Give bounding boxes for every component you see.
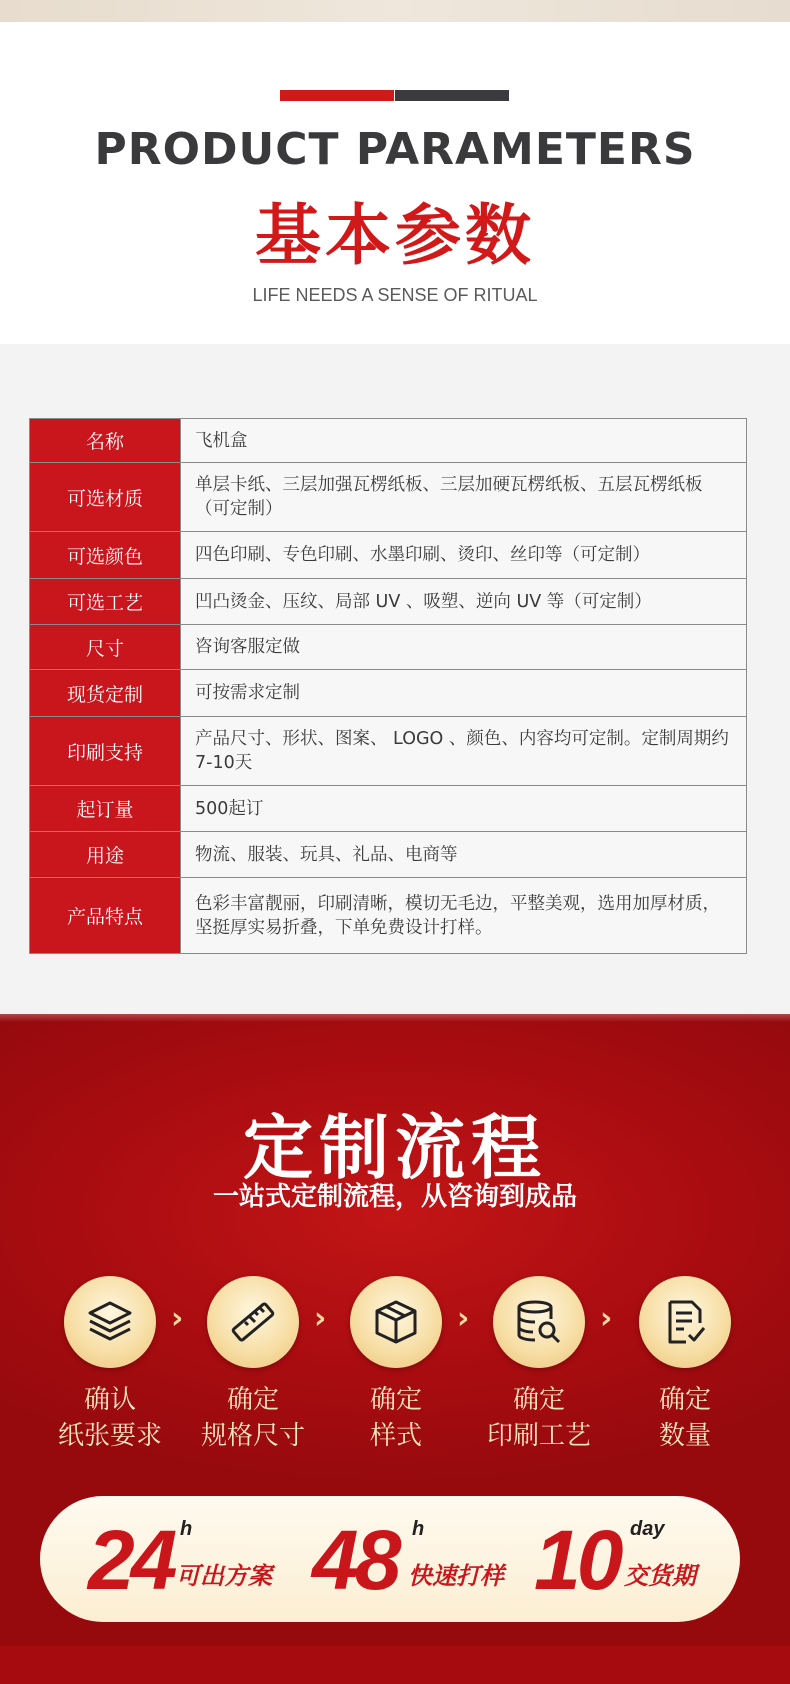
flow-step <box>326 1276 466 1454</box>
document-check-icon <box>639 1276 731 1368</box>
stats-pill <box>40 1496 740 1622</box>
table-row <box>30 717 747 786</box>
english-title: PRODUCT PARAMETERS <box>94 124 696 175</box>
box-icon <box>350 1276 442 1368</box>
stat-unit: day <box>630 1518 665 1540</box>
param-value: 产品尺寸、形状、图案、 LOGO 、颜色、内容均可定制。定制周期约7-10天 <box>181 717 747 786</box>
step-label-line1: 确定 <box>512 1385 565 1415</box>
table-row <box>30 532 747 579</box>
accent-bar-dark <box>395 90 509 101</box>
flow-subtitle: 一站式定制流程，从咨询到成品 <box>212 1182 577 1212</box>
param-key: 可选材质 <box>30 463 181 532</box>
chevron-right-icon: › <box>457 1301 470 1336</box>
step-label-line1: 确认 <box>83 1385 136 1415</box>
step-label-line2: 印刷工艺 <box>486 1421 591 1451</box>
table-row <box>30 579 747 625</box>
table-row <box>30 878 747 954</box>
param-value: 凹凸烫金、压纹、局部 UV 、吸塑、逆向 UV 等（可定制） <box>181 579 747 625</box>
param-value: 咨询客服定做 <box>181 625 747 670</box>
stat-10day <box>534 1496 734 1622</box>
stat-unit: h <box>180 1518 193 1540</box>
stat-24h <box>88 1496 288 1622</box>
params-header <box>0 22 790 344</box>
param-value: 四色印刷、专色印刷、水墨印刷、烫印、丝印等（可定制） <box>181 532 747 579</box>
param-key: 尺寸 <box>30 625 181 670</box>
flow-step <box>469 1276 609 1454</box>
param-key: 产品特点 <box>30 878 181 954</box>
top-decor-strip <box>0 0 790 22</box>
step-label-line1: 确定 <box>369 1385 422 1415</box>
param-key: 起订量 <box>30 786 181 832</box>
stat-caption: 可出方案 <box>176 1562 272 1590</box>
param-value: 单层卡纸、三层加强瓦楞纸板、三层加硬瓦楞纸板、五层瓦楞纸板（可定制） <box>181 463 747 532</box>
step-label-line1: 确定 <box>658 1385 711 1415</box>
table-row <box>30 832 747 878</box>
bottom-band <box>0 1646 790 1684</box>
stat-caption: 快速打样 <box>408 1562 504 1590</box>
layers-icon <box>64 1276 156 1368</box>
accent-bar-red <box>280 90 394 101</box>
step-label-line1: 确定 <box>226 1385 279 1415</box>
flow-step <box>615 1276 755 1454</box>
stat-48h <box>312 1496 512 1622</box>
custom-flow-section <box>0 1014 790 1684</box>
params-table <box>29 418 747 954</box>
stat-number: 24 <box>88 1513 174 1607</box>
step-label-line2: 纸张要求 <box>57 1421 162 1451</box>
table-row <box>30 463 747 532</box>
param-value: 500起订 <box>181 786 747 832</box>
table-row <box>30 625 747 670</box>
tagline: LIFE NEEDS A SENSE OF RITUAL <box>252 285 538 305</box>
param-key: 现货定制 <box>30 670 181 717</box>
param-value: 飞机盒 <box>181 419 747 463</box>
table-row <box>30 786 747 832</box>
flow-step <box>183 1276 323 1454</box>
table-row <box>30 670 747 717</box>
param-value: 色彩丰富靓丽，印刷清晰，模切无毛边，平整美观，选用加厚材质，坚挺厚实易折叠，下单免费设计打样。 <box>181 878 747 954</box>
param-key: 名称 <box>30 419 181 463</box>
stat-number: 48 <box>312 1513 398 1607</box>
param-value: 可按需求定制 <box>181 670 747 717</box>
param-key: 印刷支持 <box>30 717 181 786</box>
stat-unit: h <box>412 1518 425 1540</box>
stat-number: 10 <box>534 1513 620 1607</box>
stat-caption: 交货期 <box>624 1562 696 1590</box>
chevron-right-icon: › <box>171 1301 184 1336</box>
chevron-right-icon: › <box>314 1301 327 1336</box>
flow-title: 定制流程 <box>243 1107 547 1189</box>
chinese-title: 基本参数 <box>255 197 535 274</box>
table-row <box>30 419 747 463</box>
database-search-icon <box>493 1276 585 1368</box>
param-key: 可选工艺 <box>30 579 181 625</box>
param-key: 可选颜色 <box>30 532 181 579</box>
param-value: 物流、服装、玩具、礼品、电商等 <box>181 832 747 878</box>
flow-step <box>40 1276 180 1454</box>
step-label-line2: 规格尺寸 <box>200 1421 305 1451</box>
chevron-right-icon: › <box>600 1301 613 1336</box>
step-label-line2: 样式 <box>369 1421 422 1451</box>
step-label-line2: 数量 <box>658 1421 711 1451</box>
ruler-icon <box>207 1276 299 1368</box>
param-key: 用途 <box>30 832 181 878</box>
